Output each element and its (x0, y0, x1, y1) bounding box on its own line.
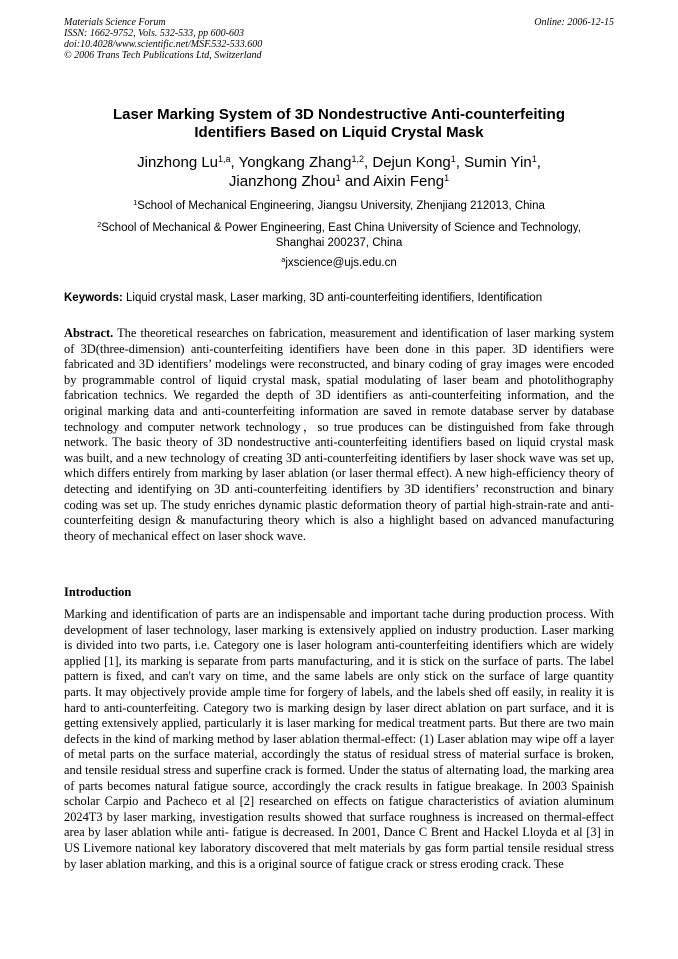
abstract-text: The theoretical researches on fabrication, measurement and identification of laser marking system of 3D(three-dimension) anti-counterfeiting identifiers have been done in this paper. 3D identifiers were fabricated and 3D identifiers’ modelings were reconstructed, and binary coding of gray images were encoded by programmable control of liquid crystal mask, spatial modulating of laser beam and photolithography fabrication technics. We regarded the depth of 3D identifiers as anti-counterfeiting information, and the original marking data and anti-counterfeiting information are saved in remote database server by database technology and computer network technology，so true produces can be distinguished from fake through network. The basic theory of 3D nondestructive anti-counterfeiting identifiers based on liquid crystal mask was built, and a new technology of creating 3D anti-counterfeiting identifiers by laser shock wave was set up, which differs entirely from marking by laser ablation (or laser thermal effect). A new high-efficiency theory of detecting and identifying on 3D anti-counterfeiting identifiers by 3D identifiers’ reconstruction and binary coding was set up. The study enriches dynamic plastic deformation theory of partial high-strain-rate and anti-counterfeiting design & manufacturing theory which is also a highlight based on advanced manufacturing theory of mechanical effect on laser shock wave. (64, 326, 614, 543)
journal-header (64, 17, 262, 61)
abstract-section (64, 326, 614, 544)
affiliation-2-line-1: School of Mechanical & Power Engineering, East China University of Science and Technology, (101, 222, 581, 234)
journal-name: Materials Science Forum (64, 17, 166, 28)
author-sep: , (536, 154, 541, 171)
author-sep: , (364, 154, 373, 171)
affiliation-2 (64, 221, 614, 251)
author-affil-sup: 1 (444, 173, 450, 183)
keywords-section (64, 291, 614, 306)
affiliation-2-line-2: Shanghai 200237, China (275, 237, 403, 249)
author-affil-sup: 1,2 (351, 154, 365, 164)
copyright-line: © 2006 Trans Tech Publications Ltd, Switzerland (64, 50, 262, 61)
author-affil-sup: 1,a (218, 154, 231, 164)
introduction-text: Marking and identification of parts are an indispensable and important tache during production process. With development of laser technology, laser marking is extensively applied on industry production. Laser marking is divided into two parts, i.e. Category one is laser hologram anti-counterfeiting identifiers which are widely applied [1], its marking is separate from parts manufacturing, and it is stick on the surface of parts. The label pattern is fixed, and can't vary on time, and the same labels are only stick on the surface of large quantity parts. It may objectively provide ample time for forgery of labels, and the labels shed off easily, in reality it is hard to anti-counterfeiting. Category two is marking design by laser direct ablation on part surface, and it is getting extensively applied, particularly it is laser marking for medical treatment parts. But there are two main defects in the kind of marking method by laser ablation thermal-effect: (1) Laser ablation may wipe off a layer of metal parts on the surface material, accordingly the status of residual stress of material surface is broken, and tensile residual stress and superfine crack is formed. Under the status of alternating load, the marking area of parts becomes natural fatigue source, accordingly the crack results in fatigue breakage. In 2003 Spainish scholar Carpio and Pacheco et al [2] researched on effects on fatigue characteristics of aviation aluminum 2024T3 by laser marking, investigation results showed that surface roughness is increased on thermal-effect area by laser ablation while anti- fatigue is decreased. In 2001, Dance C Brent and Hackel Lloyda et al [3] in US Livemore national key laboratory discovered that melt materials by gas form partial tensile residual stress by laser ablation marking, and this is a original source of fatigue crack or stress eroding crack. These (64, 607, 614, 871)
author-name: Jinzhong Lu (137, 154, 219, 171)
author-name: Dejun Kong (372, 154, 451, 171)
author-name: Jianzhong Zhou (228, 173, 336, 190)
issn-line: ISSN: 1662-9752, Vols. 532-533, pp 600-603 (64, 28, 244, 39)
author-affil-sup: 1 (450, 154, 456, 164)
email-sup: a (281, 255, 286, 264)
title-line-1: Laser Marking System of 3D Nondestructive Anti-counterfeiting (112, 106, 566, 123)
author-affil-sup: 1 (531, 154, 537, 164)
email-address: jxscience@ujs.edu.cn (285, 257, 397, 269)
keywords-label: Keywords: (64, 292, 123, 304)
affiliation-1-text: School of Mechanical Engineering, Jiangsu University, Zhenjiang 212013, China (137, 200, 545, 212)
author-name: Aixin Feng (373, 173, 445, 190)
affiliation-1-sup: 1 (133, 198, 138, 207)
author-sep: , (230, 154, 239, 171)
author-name: Sumin Yin (464, 154, 532, 171)
introduction-heading: Introduction (64, 585, 132, 599)
author-list (64, 153, 614, 191)
online-date: Online: 2006-12-15 (534, 17, 614, 28)
author-sep: , (455, 154, 465, 171)
doi-line: doi:10.4028/www.scientific.net/MSF.532-533.600 (64, 39, 263, 50)
author-sep: and (340, 173, 374, 190)
affiliation-2-sup: 2 (97, 220, 102, 229)
affiliation-1 (64, 199, 614, 214)
keywords-text: Liquid crystal mask, Laser marking, 3D anti-counterfeiting identifiers, Identification (122, 292, 543, 304)
author-affil-sup: 1 (335, 173, 341, 183)
title-line-2: Identifiers Based on Liquid Crystal Mask (194, 124, 484, 141)
abstract-label: Abstract. (64, 326, 114, 340)
paper-title (64, 106, 614, 142)
contact-email (64, 256, 614, 271)
author-name: Yongkang Zhang (238, 154, 352, 171)
